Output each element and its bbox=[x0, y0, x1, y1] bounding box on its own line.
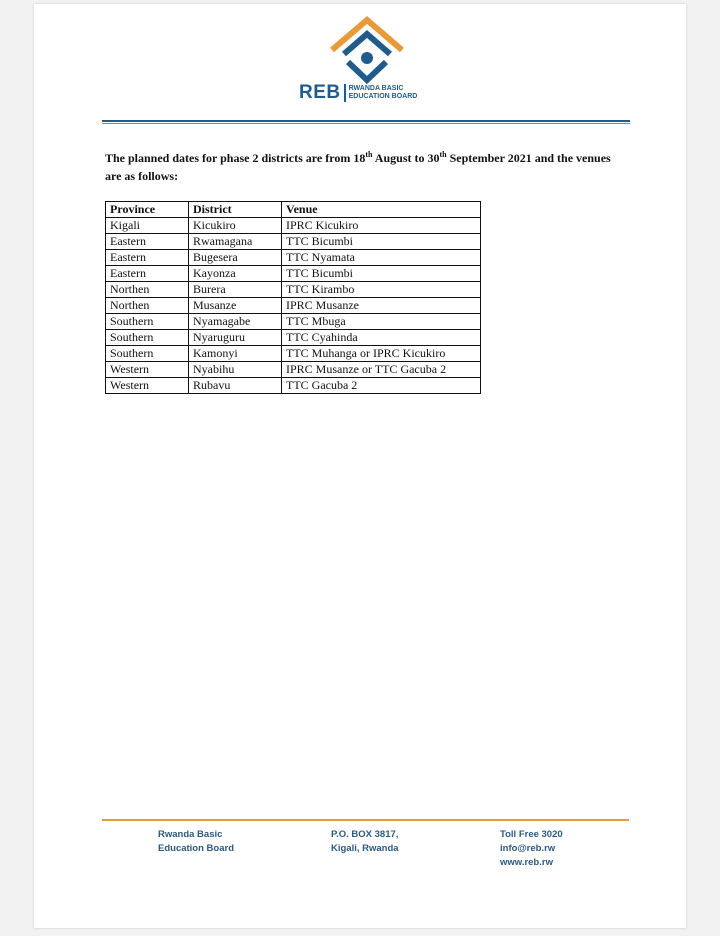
cell-venue: TTC Bicumbi bbox=[282, 234, 481, 250]
intro-part1: The planned dates for phase 2 districts are from 18 bbox=[105, 151, 366, 165]
brand-divider bbox=[344, 84, 346, 102]
cell-district: Musanze bbox=[189, 298, 282, 314]
intro-part2: August to 30 bbox=[372, 151, 440, 165]
cell-district: Rubavu bbox=[189, 378, 282, 394]
cell-province: Eastern bbox=[106, 250, 189, 266]
cell-province: Eastern bbox=[106, 234, 189, 250]
footer-org-line1: Rwanda Basic bbox=[158, 829, 223, 840]
footer-address-line2: Kigali, Rwanda bbox=[331, 843, 399, 854]
cell-district: Nyaruguru bbox=[189, 330, 282, 346]
venues-table bbox=[105, 201, 481, 394]
table-row bbox=[106, 250, 481, 266]
cell-venue: TTC Gacuba 2 bbox=[282, 378, 481, 394]
header-district: District bbox=[189, 202, 282, 218]
cell-district: Nyabihu bbox=[189, 362, 282, 378]
cell-venue: IPRC Kicukiro bbox=[282, 218, 481, 234]
footer-organization bbox=[158, 828, 234, 856]
brand-wordmark bbox=[299, 82, 417, 104]
cell-venue: TTC Muhanga or IPRC Kicukiro bbox=[282, 346, 481, 362]
footer-org-line2: Education Board bbox=[158, 843, 235, 854]
cell-venue: IPRC Musanze or TTC Gacuba 2 bbox=[282, 362, 481, 378]
table-row bbox=[106, 330, 481, 346]
header-divider-thin bbox=[102, 123, 630, 124]
cell-district: Kamonyi bbox=[189, 346, 282, 362]
cell-province: Kigali bbox=[106, 218, 189, 234]
cell-province: Western bbox=[106, 362, 189, 378]
footer-divider bbox=[102, 819, 629, 821]
cell-district: Burera bbox=[189, 282, 282, 298]
brand-name-line1: RWANDA BASIC bbox=[348, 85, 404, 92]
brand-full-name bbox=[349, 85, 418, 101]
cell-province: Southern bbox=[106, 330, 189, 346]
table-row bbox=[106, 346, 481, 362]
cell-district: Rwamagana bbox=[189, 234, 282, 250]
table-row bbox=[106, 282, 481, 298]
footer-address-line1: P.O. BOX 3817, bbox=[331, 829, 399, 840]
table-header-row bbox=[106, 202, 481, 218]
header-province: Province bbox=[106, 202, 189, 218]
cell-district: Kayonza bbox=[189, 266, 282, 282]
table-row bbox=[106, 234, 481, 250]
document-page bbox=[34, 4, 686, 928]
table-row bbox=[106, 266, 481, 282]
table-row bbox=[106, 378, 481, 394]
intro-part3: September 2021 and the venues are as follows: bbox=[105, 151, 611, 183]
footer-address bbox=[331, 828, 399, 856]
footer-website-link[interactable]: www.reb.rw bbox=[500, 857, 553, 868]
cell-venue: TTC Nyamata bbox=[282, 250, 481, 266]
intro-paragraph bbox=[105, 149, 615, 185]
cell-district: Nyamagabe bbox=[189, 314, 282, 330]
table-row bbox=[106, 298, 481, 314]
footer-toll-free: Toll Free 3020 bbox=[500, 829, 563, 840]
cell-province: Southern bbox=[106, 314, 189, 330]
table-row bbox=[106, 314, 481, 330]
cell-venue: TTC Mbuga bbox=[282, 314, 481, 330]
reb-logo-icon bbox=[328, 16, 406, 84]
header-venue: Venue bbox=[282, 202, 481, 218]
cell-district: Bugesera bbox=[189, 250, 282, 266]
cell-venue: TTC Cyahinda bbox=[282, 330, 481, 346]
cell-province: Western bbox=[106, 378, 189, 394]
footer-contact bbox=[500, 828, 563, 870]
table-row bbox=[106, 362, 481, 378]
cell-venue: TTC Bicumbi bbox=[282, 266, 481, 282]
header-divider bbox=[102, 120, 630, 122]
cell-district: Kicukiro bbox=[189, 218, 282, 234]
cell-venue: TTC Kirambo bbox=[282, 282, 481, 298]
brand-abbrev: REB bbox=[299, 82, 341, 103]
cell-province: Southern bbox=[106, 346, 189, 362]
cell-province: Northen bbox=[106, 298, 189, 314]
cell-province: Northen bbox=[106, 282, 189, 298]
intro-sup2: th bbox=[439, 150, 447, 159]
intro-sup1: th bbox=[365, 150, 373, 159]
cell-venue: IPRC Musanze bbox=[282, 298, 481, 314]
cell-province: Eastern bbox=[106, 266, 189, 282]
brand-name-line2: EDUCATION BOARD bbox=[348, 93, 418, 100]
table-row bbox=[106, 218, 481, 234]
footer-email-link[interactable]: info@reb.rw bbox=[500, 843, 556, 854]
